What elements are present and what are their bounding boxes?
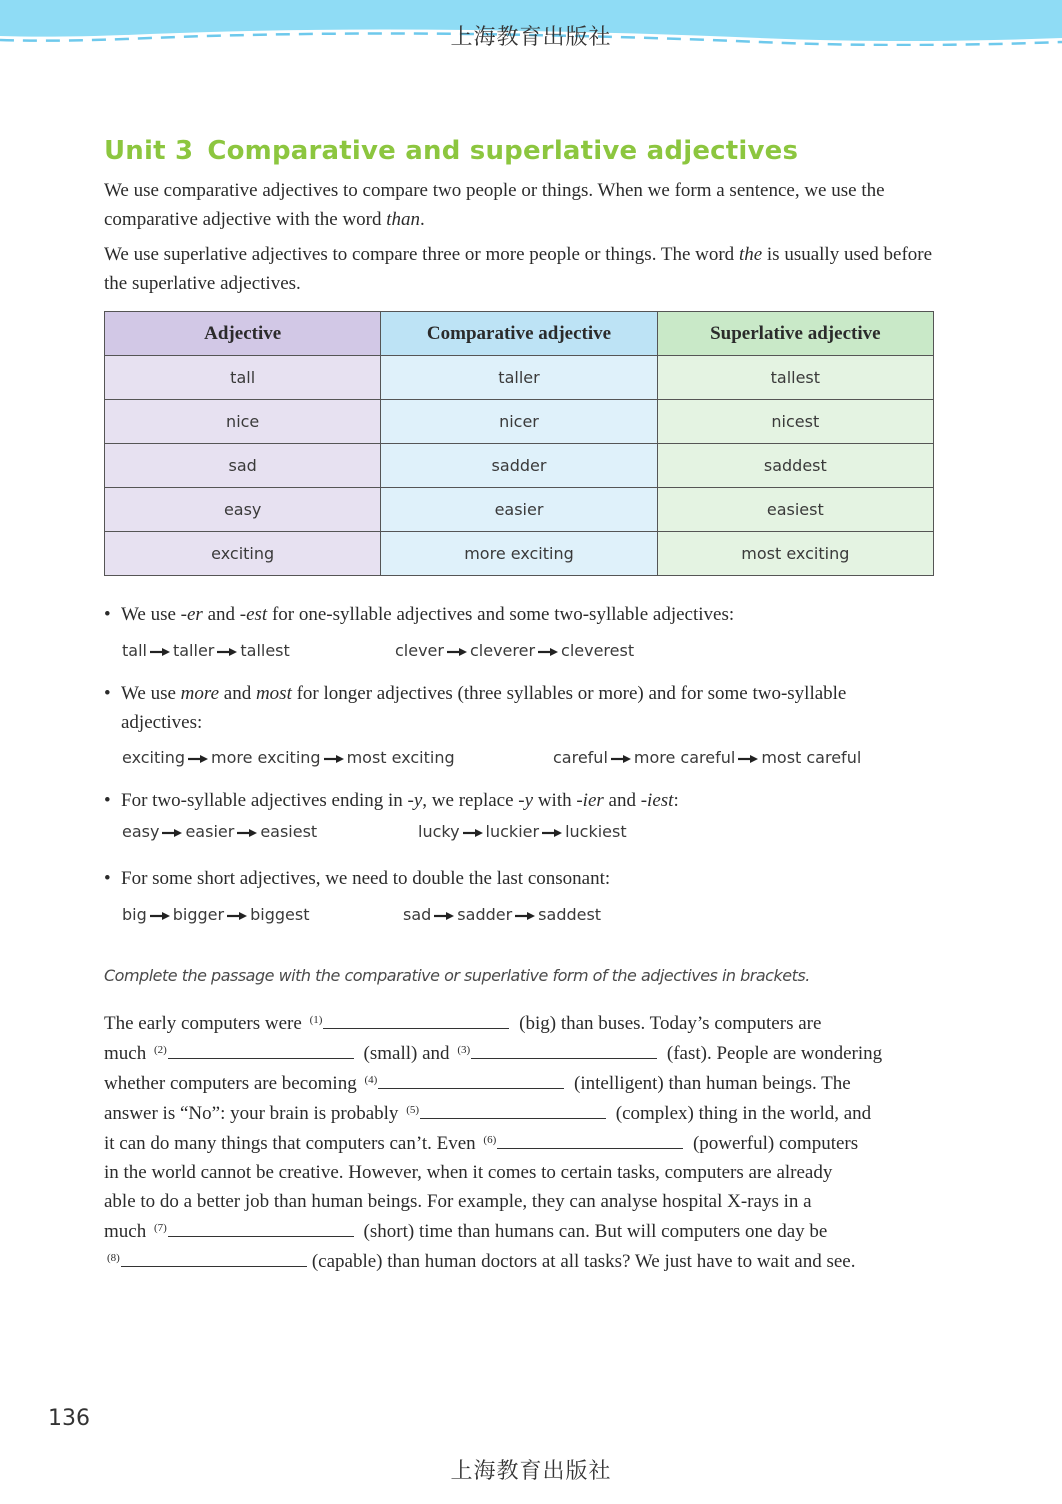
header-adjective: Adjective [105,312,381,356]
rule-bullet [104,679,924,737]
blank-number: (1) [309,1014,323,1026]
example-chain [122,822,317,841]
unit-title [104,136,798,166]
passage-line: much $^{(2)}$ (small) and $^{(3)}$ (fast). People are wondering [104,1038,944,1068]
example-word: sadder [457,905,513,924]
rule-bullet [104,600,924,629]
exercise-instruction: Complete the passage with the comparative or superlative form of the adjectives in brackets. [104,966,810,985]
passage-line: in the world cannot be creative. However, when it comes to certain tasks, computers are already [104,1162,833,1183]
passage-line: whether computers are becoming $^{(4)}$ (intelligent) than human beings. The [104,1068,944,1098]
cell-comparative: sadder [381,444,657,488]
example-chain [122,905,309,924]
rule-bullet [104,786,924,815]
answer-blank[interactable] [168,1038,354,1059]
blank-number: (2) [153,1044,167,1056]
example-word: more exciting [211,748,321,767]
cell-superlative: easiest [657,488,933,532]
example-word: more careful [633,748,736,767]
unit-topic: Comparative and superlative adjectives [207,136,799,166]
page-number: 136 [48,1406,90,1431]
table-row [105,400,934,444]
arrow-icon [237,828,257,838]
blank-number: (6) [483,1134,497,1146]
arrow-icon [434,911,454,921]
arrow-icon [738,754,758,764]
bullet-dot-icon: • [104,868,111,889]
header-superlative: Superlative adjective [657,312,933,356]
example-word: luckiest [565,822,627,841]
passage-line: much $^{(7)}$ (short) time than humans can. But will computers one day be [104,1216,944,1246]
passage-line: able to do a better job than human beings. For example, they can analyse hospital X-rays in a [104,1191,812,1212]
passage-line: $^{(8)}$ (capable) than human doctors at all tasks? We just have to wait and see. [104,1246,944,1276]
example-word: tall [122,641,147,660]
example-word: big [122,905,147,924]
table-row [105,356,934,400]
publisher-watermark-top: 上海教育出版社 [450,25,612,50]
cell-superlative: tallest [657,356,933,400]
rule-text: For two-syllable adjectives ending in -y, we replace -y with -ier and -iest: [121,790,679,811]
example-chain [403,905,601,924]
cell-superlative: nicest [657,400,933,444]
example-word: cleverest [561,641,635,660]
passage-line: it can do many things that computers can’t. Even $^{(6)}$ (powerful) computers [104,1128,944,1158]
table-row [105,488,934,532]
rule-text: We use more and most for longer adjectives (three syllables or more) and for some two-syllable adjectives: [121,683,847,733]
cell-comparative: taller [381,356,657,400]
blank-number: (3) [457,1044,471,1056]
example-chain [122,641,290,660]
cell-adjective: tall [105,356,381,400]
blank-number: (5) [406,1104,420,1116]
cell-comparative: nicer [381,400,657,444]
example-word: easiest [260,822,318,841]
intro-superlative: We use superlative adjectives to compare three or more people or things. The word the is usually used before the superlative adjectives. [104,244,933,294]
table-header-row [105,312,934,356]
cell-adjective: sad [105,444,381,488]
example-word: cleverer [469,641,536,660]
passage-line: The early computers were $^{(1)}$ (big) than buses. Today’s computers are [104,1008,944,1038]
example-word: sad [403,905,432,924]
header-comparative: Comparative adjective [381,312,657,356]
example-word: bigger [172,905,225,924]
cell-adjective: easy [105,488,381,532]
adjective-table [104,311,934,576]
bullet-dot-icon: • [104,604,111,625]
cell-superlative: most exciting [657,532,933,576]
blank-number: (8) [107,1252,120,1264]
answer-blank[interactable] [168,1216,354,1237]
arrow-icon [150,647,170,657]
table-row [105,532,934,576]
rule-text: We use -er and -est for one-syllable adjectives and some two-syllable adjectives: [121,604,735,625]
example-word: luckier [485,822,540,841]
arrow-icon [538,647,558,657]
rule-text: For some short adjectives, we need to double the last consonant: [121,868,611,889]
arrow-icon [542,828,562,838]
example-chain [122,748,455,767]
table-row [105,444,934,488]
cell-adjective: nice [105,400,381,444]
example-word: easier [185,822,235,841]
arrow-icon [227,911,247,921]
exercise-passage [104,1008,944,1276]
arrow-icon [515,911,535,921]
arrow-icon [324,754,344,764]
answer-blank[interactable] [323,1008,509,1029]
blank-number: (4) [364,1074,378,1086]
example-word: most careful [761,748,862,767]
answer-blank[interactable] [471,1038,657,1059]
answer-blank[interactable] [378,1068,564,1089]
example-word: biggest [250,905,310,924]
example-word: saddest [538,905,602,924]
cell-comparative: easier [381,488,657,532]
answer-blank[interactable] [420,1098,606,1119]
answer-blank[interactable] [497,1128,683,1149]
example-word: careful [553,748,608,767]
arrow-icon [611,754,631,764]
example-word: tallest [240,641,290,660]
arrow-icon [463,828,483,838]
example-word: most exciting [346,748,455,767]
bullet-dot-icon: • [104,683,111,704]
intro-comparative: We use comparative adjectives to compare two people or things. When we form a sentence, we use the comparative adjective with the word than. [104,180,885,230]
cell-adjective: exciting [105,532,381,576]
cell-superlative: saddest [657,444,933,488]
passage-line: answer is “No”: your brain is probably $^{(5)}$ (complex) thing in the world, and [104,1098,944,1128]
rule-bullet [104,864,924,893]
example-chain [418,822,627,841]
blank-number: (7) [153,1222,167,1234]
arrow-icon [188,754,208,764]
example-chain [553,748,861,767]
bullet-dot-icon: • [104,790,111,811]
arrow-icon [150,911,170,921]
example-word: exciting [122,748,186,767]
example-word: lucky [418,822,460,841]
arrow-icon [217,647,237,657]
example-word: easy [122,822,160,841]
answer-blank[interactable] [121,1246,307,1267]
publisher-watermark-bottom: 上海教育出版社 [450,1459,612,1484]
example-word: taller [172,641,215,660]
arrow-icon [447,647,467,657]
table-body [105,356,934,576]
unit-number: Unit 3 [104,136,194,166]
cell-comparative: more exciting [381,532,657,576]
arrow-icon [162,828,182,838]
example-chain [395,641,634,660]
example-word: clever [395,641,444,660]
